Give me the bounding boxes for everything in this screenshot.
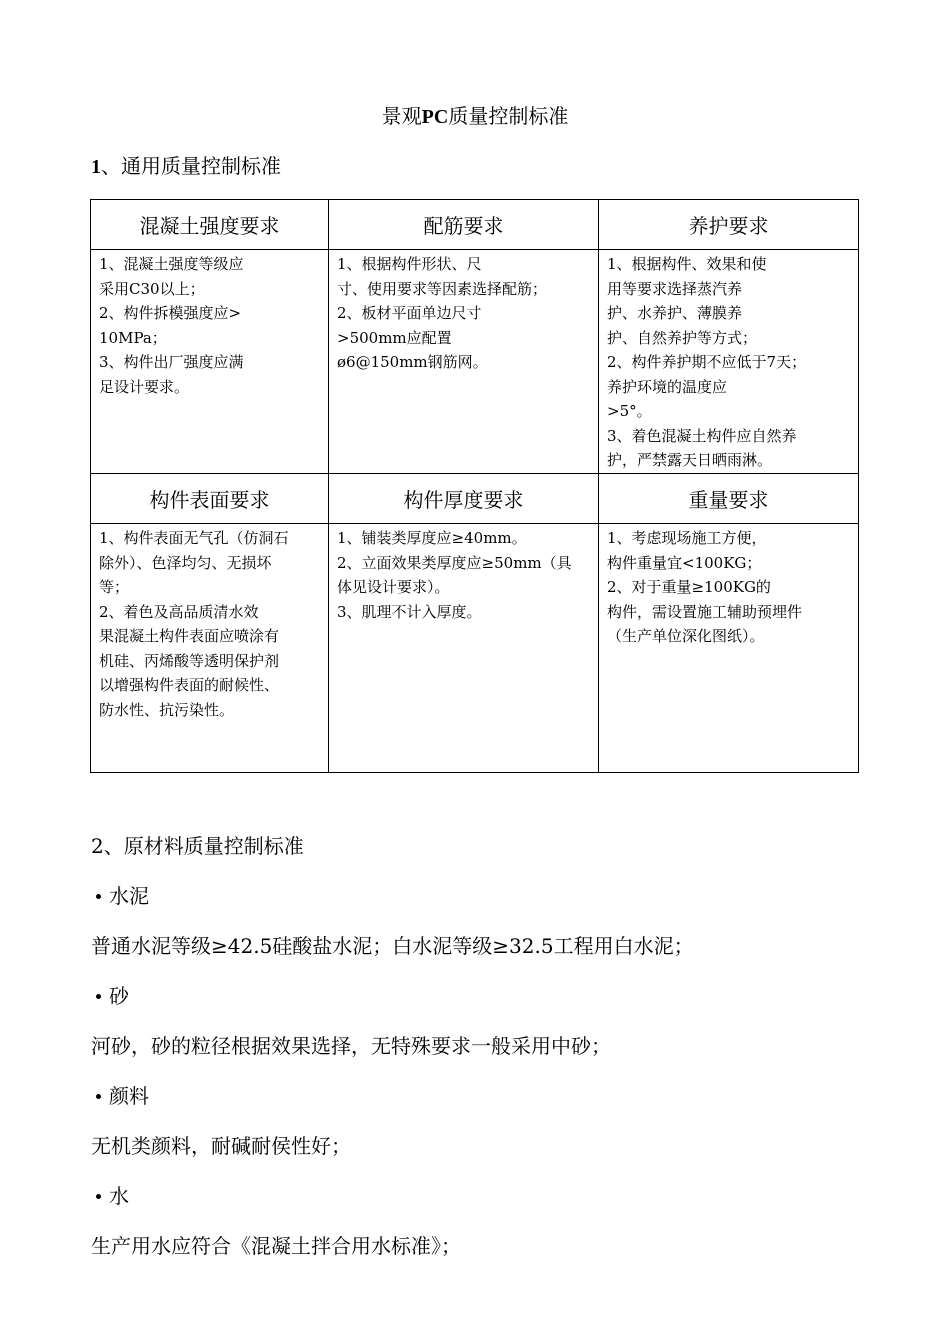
title-suffix: 质量控制标准 xyxy=(448,104,569,128)
cell-line: ø6@150mm钢筋网。 xyxy=(337,353,488,371)
cell-line: 2、着色及高品质清水效 xyxy=(99,602,259,621)
paragraph-sand: 河砂，砂的粒径根据效果选择，无特殊要求一般采用中砂； xyxy=(91,1034,611,1058)
cell-line: 寸、使用要求等因素选择配筋； xyxy=(337,279,548,298)
cell-line: 等； xyxy=(99,578,130,596)
cell-line: 采用C30以上； xyxy=(99,279,205,298)
cell-line: 10MPa； xyxy=(99,328,167,347)
quality-standards-table xyxy=(90,199,859,773)
bullet-label: 砂 xyxy=(109,984,129,1008)
cell-curing xyxy=(599,250,859,474)
table-header-row xyxy=(91,200,859,250)
cell-line: 构件重量宜<100KG； xyxy=(607,553,762,572)
section-1-number: 1 xyxy=(91,156,101,178)
title-bold: PC xyxy=(421,106,449,128)
bullet-sand xyxy=(96,982,129,1010)
cell-line: 护、水养护、薄膜养 xyxy=(607,304,743,322)
section-1-heading-text: 、通用质量控制标准 xyxy=(101,154,281,178)
cell-line: 以增强构件表面的耐候性、 xyxy=(99,676,280,694)
title-prefix: 景观 xyxy=(381,104,422,128)
header-weight: 重量要求 xyxy=(599,474,859,524)
cell-line: 3、着色混凝土构件应自然养 xyxy=(607,426,797,445)
header-surface: 构件表面要求 xyxy=(91,474,329,524)
table-header-row xyxy=(91,474,859,524)
cell-line: 护，严禁露天日晒雨淋。 xyxy=(607,451,773,469)
cell-line: 2、立面效果类厚度应≥50mm（具 xyxy=(337,553,572,572)
cell-line: 3、构件出厂强度应满 xyxy=(99,353,244,371)
bullet-label: 颜料 xyxy=(109,1084,149,1108)
bullet-label: 水 xyxy=(109,1184,129,1208)
cell-line: 果混凝土构件表面应喷涂有 xyxy=(99,627,280,645)
cell-line: 1、根据构件形状、尺 xyxy=(337,255,482,273)
cell-line: >5°。 xyxy=(607,402,652,420)
bullet-dot-icon xyxy=(96,994,101,999)
cell-line: >500mm应配置 xyxy=(337,328,452,347)
cell-weight xyxy=(599,524,859,773)
cell-line: 2、板材平面单边尺寸 xyxy=(337,304,482,322)
paragraph-cement: 普通水泥等级≥42.5硅酸盐水泥；白水泥等级≥32.5工程用白水泥； xyxy=(91,934,694,958)
header-thickness: 构件厚度要求 xyxy=(329,474,599,524)
cell-line: 2、构件养护期不应低于7天； xyxy=(607,353,807,371)
section-2-heading: 2、原材料质量控制标准 xyxy=(91,834,304,858)
cell-line: 机硅、丙烯酸等透明保护剂 xyxy=(99,651,280,670)
cell-line: 1、考虑现场施工方便， xyxy=(607,529,767,547)
cell-line: 用等要求选择蒸汽养 xyxy=(607,279,743,298)
cell-line: 构件，需设置施工辅助预埋件 xyxy=(607,602,803,621)
bullet-cement xyxy=(96,882,149,910)
header-curing: 养护要求 xyxy=(599,200,859,250)
cell-line: 1、混凝土强度等级应 xyxy=(99,255,244,273)
bullet-dot-icon xyxy=(96,894,101,899)
cell-surface xyxy=(91,524,329,773)
cell-thickness xyxy=(329,524,599,773)
cell-line: 2、构件拆模强度应> xyxy=(99,304,242,322)
cell-line: 除外）、色泽均匀、无损坏 xyxy=(99,553,272,572)
cell-line: 体见设计要求）。 xyxy=(337,578,450,596)
table-row xyxy=(91,524,859,773)
cell-line: 养护环境的温度应 xyxy=(607,377,728,396)
cell-line: 1、根据构件、效果和使 xyxy=(607,255,767,273)
paragraph-water: 生产用水应符合《混凝土拌合用水标准》； xyxy=(91,1234,461,1258)
bullet-pigment xyxy=(96,1082,149,1110)
cell-line: （生产单位深化图纸）。 xyxy=(607,627,765,645)
document-title xyxy=(0,102,950,131)
cell-reinforcement xyxy=(329,250,599,474)
section-1-heading xyxy=(91,152,281,181)
table-row xyxy=(91,250,859,474)
header-reinforcement: 配筋要求 xyxy=(329,200,599,250)
bullet-water xyxy=(96,1182,129,1210)
bullet-label: 水泥 xyxy=(109,884,149,908)
header-concrete-strength: 混凝土强度要求 xyxy=(91,200,329,250)
cell-line: 1、铺装类厚度应≥40mm。 xyxy=(337,529,527,547)
cell-line: 3、肌理不计入厚度。 xyxy=(337,602,482,621)
cell-line: 2、对于重量≥100KG的 xyxy=(607,578,771,596)
cell-line: 足设计要求。 xyxy=(99,377,190,396)
cell-line: 1、构件表面无气孔（仿洞石 xyxy=(99,529,289,547)
cell-line: 护、自然养护等方式； xyxy=(607,328,758,347)
bullet-dot-icon xyxy=(96,1194,101,1199)
paragraph-pigment: 无机类颜料，耐碱耐侯性好； xyxy=(91,1134,351,1158)
cell-line: 防水性、抗污染性。 xyxy=(99,700,235,719)
cell-concrete-strength xyxy=(91,250,329,474)
bullet-dot-icon xyxy=(96,1094,101,1099)
